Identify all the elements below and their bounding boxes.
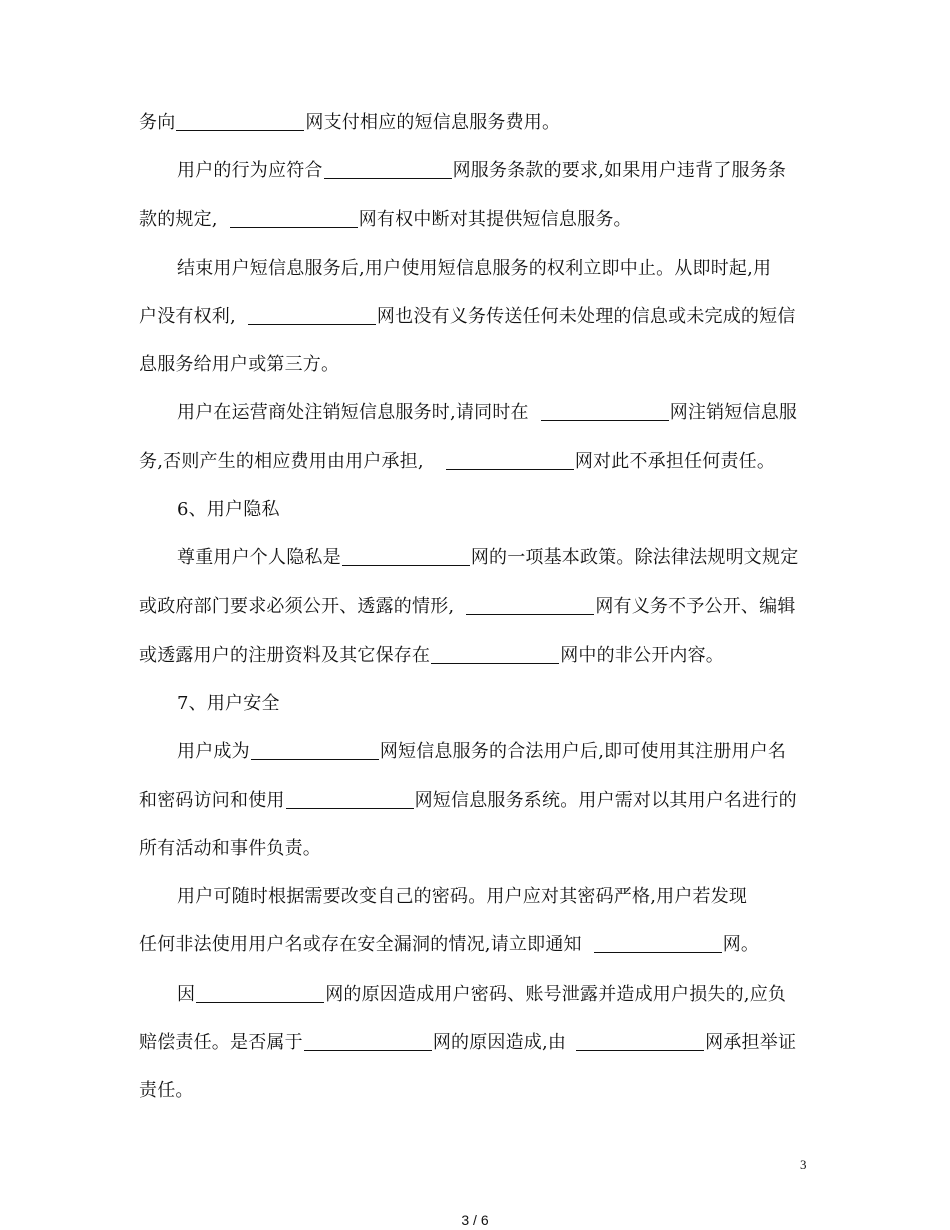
paragraph-line: 责任。 xyxy=(139,1080,194,1101)
blank-underline xyxy=(196,982,324,1003)
section-heading: 6、用户隐私 xyxy=(177,499,280,520)
blank-underline xyxy=(576,1030,704,1051)
paragraph-line: 和密码访问和使用 网短信息服务系统。用户需对以其用户名进行的 xyxy=(139,790,797,811)
paragraph-line: 用户可随时根据需要改变自己的密码。用户应对其密码严格,用户若发现 xyxy=(177,886,748,907)
paragraph-line: 因 网的原因造成用户密码、账号泄露并造成用户损失的,应负 xyxy=(177,984,787,1005)
paragraph-line: 用户的行为应符合 网服务条款的要求,如果用户违背了服务条 xyxy=(177,160,787,181)
paragraph-line: 务向 网支付相应的短信息服务费用。 xyxy=(139,112,561,133)
paragraph-line: 用户在运营商处注销短信息服务时,请同时在 网注销短信息服 xyxy=(177,402,798,423)
paragraph-line: 或透露用户的注册资料及其它保存在 网中的非公开内容。 xyxy=(139,645,725,666)
section-heading: 7、用户安全 xyxy=(177,693,280,714)
blank-underline xyxy=(342,545,470,566)
paragraph-line: 务,否则产生的相应费用由用户承担, 网对此不承担任何责任。 xyxy=(139,451,776,472)
paragraph-line: 赔偿责任。是否属于 网的原因造成,由 网承担举证 xyxy=(139,1032,797,1053)
blank-underline xyxy=(466,594,594,615)
page-number: 3 xyxy=(800,1157,807,1172)
paragraph-line: 息服务给用户或第三方。 xyxy=(139,354,340,375)
paragraph-line: 款的规定, 网有权中断对其提供短信息服务。 xyxy=(139,209,632,230)
blank-underline xyxy=(324,158,452,179)
blank-underline xyxy=(176,110,304,131)
blank-underline xyxy=(431,643,559,664)
paragraph-line: 户没有权利, 网也没有义务传送任何未处理的信息或未完成的短信 xyxy=(139,306,796,327)
blank-underline xyxy=(446,449,574,470)
blank-underline xyxy=(286,788,414,809)
paragraph-line: 尊重用户个人隐私是 网的一项基本政策。除法律法规明文规定 xyxy=(177,547,799,568)
blank-underline xyxy=(541,400,669,421)
paragraph-line: 所有活动和事件负责。 xyxy=(139,838,321,859)
blank-underline xyxy=(230,207,358,228)
paragraph-line: 任何非法使用用户名或存在安全漏洞的情况,请立即通知 网。 xyxy=(139,934,760,955)
page-indicator: 3 / 6 xyxy=(461,1212,489,1228)
blank-underline xyxy=(248,304,376,325)
blank-underline xyxy=(304,1030,432,1051)
blank-underline xyxy=(594,932,722,953)
blank-underline xyxy=(251,739,379,760)
paragraph-line: 或政府部门要求必须公开、透露的情形, 网有义务不予公开、编辑 xyxy=(139,596,796,617)
paragraph-line: 结束用户短信息服务后,用户使用短信息服务的权利立即中止。从即时起,用 xyxy=(177,258,772,279)
paragraph-line: 用户成为 网短信息服务的合法用户后,即可使用其注册用户名 xyxy=(177,741,787,762)
